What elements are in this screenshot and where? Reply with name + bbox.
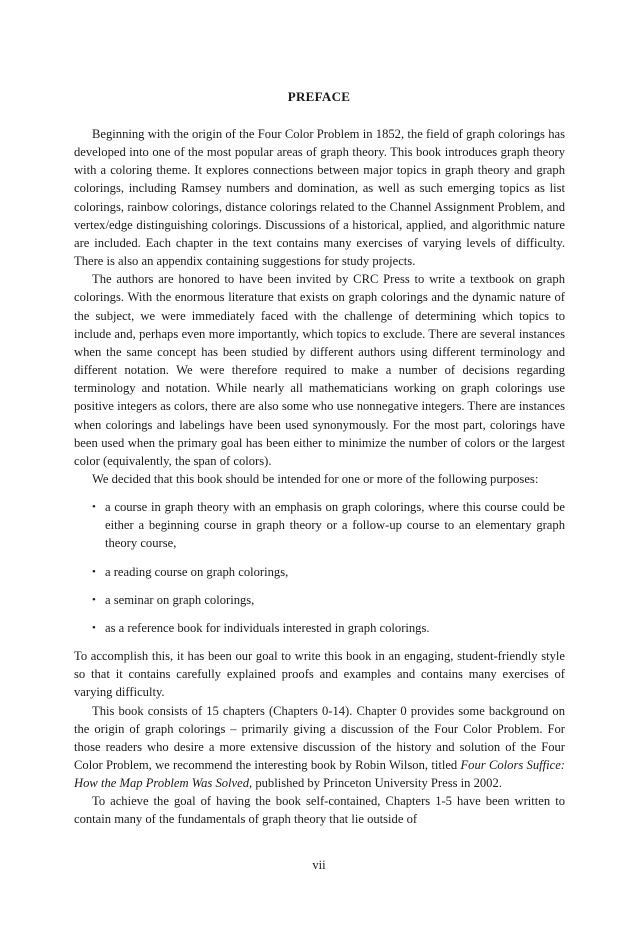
list-item-text: a reading course on graph colorings, (105, 564, 289, 579)
list-item-text: a seminar on graph colorings, (105, 592, 255, 607)
paragraph-self-contained: To achieve the goal of having the book self-contained, Chapters 1-5 have been written to contain many of the fundamentals of graph theory that lie outside of (74, 794, 565, 827)
list-item (92, 591, 565, 609)
list-item-text: a course in graph theory with an emphasis on graph colorings, where this course could be either a beginning course in graph theory or a follow-up course to an elementary graph theory course, (105, 500, 565, 551)
bullet-icon: • (92, 501, 96, 514)
list-item (92, 619, 565, 637)
bullet-icon: • (92, 565, 96, 578)
paragraph-purposes-intro: We decided that this book should be intended for one or more of the following purposes: (92, 471, 539, 486)
page-title: PREFACE (287, 89, 351, 104)
paragraph-chapters (74, 702, 565, 793)
body-text (74, 125, 565, 829)
list-item (92, 498, 565, 552)
paragraph-intro: Beginning with the origin of the Four Color Problem in 1852, the field of graph colorings has developed into one of the most popular areas of graph theory. This book introduces graph theory with a coloring theme. It explores connections between major topics in graph theory and graph colorings, including Ramsey numbers and domination, as well as such emerging topics as list colorings, rainbow colorings, distance colorings related to the Channel Assignment Problem, and vertex/edge distinguishing colorings. Discussions of a historical, applied, and algorithmic nature are included. Each chapter in the text contains many exercises of varying levels of difficulty. There is also an appendix containing suggestions for study projects. (74, 127, 565, 269)
bullet-icon: • (92, 593, 96, 606)
paragraph-chapters-text: This book consists of 15 chapters (Chapters 0-14). Chapter 0 provides some background on the origin of graph colorings – primarily giving a discussion of the Four Color Problem. For those readers who desire a more extensive discussion of the history and solution of the Four Color Problem, we recommend the interesting book by Robin Wilson, titled (74, 703, 565, 772)
page-number: vii (312, 858, 326, 872)
purposes-list (74, 498, 565, 637)
bullet-icon: • (92, 621, 96, 634)
book-title: Four Colors Suffice: How the Map Problem Was Solved (74, 758, 565, 791)
list-item (92, 563, 565, 581)
paragraph-chapters-end: , published by Princeton University Press in 2002. (249, 776, 502, 791)
list-item-text: as a reference book for individuals interested in graph colorings. (105, 620, 430, 635)
paragraph-goal: To accomplish this, it has been our goal to write this book in an engaging, student-friendly style so that it contains carefully explained proofs and examples and contains many exercises of varying difficulty. (74, 649, 565, 700)
paragraph-authors: The authors are honored to have been invited by CRC Press to write a textbook on graph colorings. With the enormous literature that exists on graph colorings and the dynamic nature of the subject, we were immediately faced with the challenge of determining which topics to include and, perhaps even more importantly, which topics to exclude. There are several instances when the same concept has been studied by different authors using different terminology and different notation. We were therefore required to make a number of decisions regarding terminology and notation. While nearly all mathematicians working on graph colorings use positive integers as colors, there are also some who use nonnegative integers. There are instances when colorings and labelings have been used synonymously. For the most part, colorings have been used when the primary goal has been either to minimize the number of colors or the largest color (equivalently, the span of colors). (74, 272, 565, 468)
